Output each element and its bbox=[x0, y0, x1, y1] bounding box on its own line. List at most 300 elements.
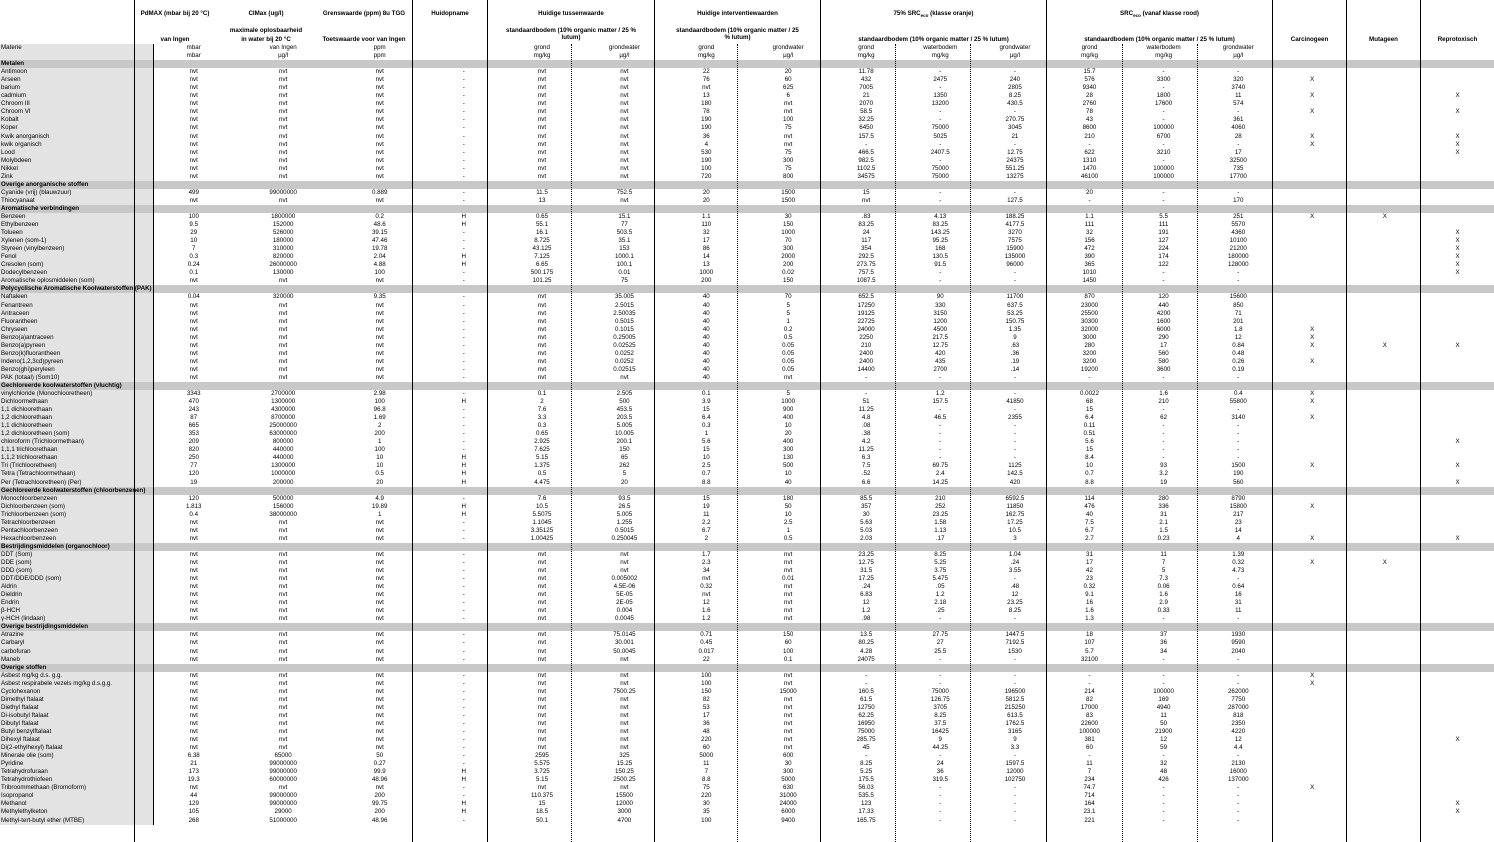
cell: 100 bbox=[783, 647, 794, 655]
cell bbox=[1349, 350, 1422, 358]
cell: 2.98 bbox=[373, 390, 386, 398]
cell: 200 bbox=[374, 430, 385, 438]
cell: 3200 bbox=[1082, 349, 1097, 357]
cell: 180000 bbox=[1227, 253, 1249, 261]
cell: nvt bbox=[279, 679, 288, 687]
cell: grond bbox=[534, 44, 550, 51]
row-label: Fenol bbox=[0, 253, 153, 261]
table-row bbox=[0, 149, 1494, 157]
cell bbox=[1421, 792, 1494, 800]
cell: 129 bbox=[188, 800, 199, 808]
table-row bbox=[0, 302, 1494, 310]
cell: 5 bbox=[786, 309, 790, 317]
cell: nvt bbox=[537, 655, 547, 663]
cell: 8600 bbox=[1082, 124, 1097, 132]
cell bbox=[1421, 664, 1494, 672]
cell: - bbox=[1237, 422, 1240, 430]
cell bbox=[665, 205, 747, 213]
cell bbox=[1421, 358, 1494, 366]
cell: 800 bbox=[783, 172, 794, 180]
cell: nvt bbox=[375, 76, 384, 84]
cell: 2500.25 bbox=[613, 776, 636, 784]
cell bbox=[1276, 511, 1349, 519]
row-label: Dihexyl ftalaat bbox=[0, 736, 153, 744]
cell: 8.25 bbox=[934, 550, 947, 558]
cell: 35.005 bbox=[614, 293, 634, 301]
cell bbox=[1276, 817, 1349, 825]
cell bbox=[153, 664, 234, 672]
cell: 8.25 bbox=[860, 760, 873, 768]
cell bbox=[1421, 631, 1494, 639]
row-label: β-HCH bbox=[0, 607, 153, 615]
cell: nvt bbox=[620, 156, 629, 164]
cell bbox=[153, 487, 234, 495]
cell: - bbox=[1237, 446, 1240, 454]
cell bbox=[1276, 205, 1349, 213]
cell: - bbox=[462, 559, 465, 566]
cell bbox=[977, 60, 1052, 68]
cell: - bbox=[1162, 752, 1165, 760]
cell: 5.005 bbox=[616, 510, 633, 518]
cell: 17.25 bbox=[1007, 518, 1023, 526]
cell: 560 bbox=[1158, 349, 1169, 357]
cell: 5.25 bbox=[860, 768, 873, 776]
cell bbox=[1276, 696, 1349, 704]
table-row bbox=[0, 326, 1494, 334]
cell: 5.475 bbox=[932, 575, 948, 583]
table-row bbox=[0, 752, 1494, 760]
cell: 70 bbox=[784, 237, 792, 245]
cell bbox=[1201, 205, 1276, 213]
cell: nvt bbox=[375, 559, 384, 566]
cell: 10 bbox=[784, 470, 792, 478]
row-label: Gechloreerde koolwaterstoffen (vluchtig) bbox=[0, 382, 153, 390]
table-row bbox=[0, 631, 1494, 639]
cell bbox=[1053, 285, 1127, 293]
cell: 290 bbox=[1158, 333, 1169, 341]
cell: 400 bbox=[783, 414, 794, 422]
cell bbox=[1349, 285, 1422, 293]
cell bbox=[1421, 696, 1494, 704]
cell: 30 bbox=[702, 800, 710, 808]
cell bbox=[1276, 44, 1349, 52]
cell: - bbox=[1013, 454, 1016, 462]
cell: 5.6 bbox=[701, 438, 711, 446]
cell: nvt bbox=[279, 727, 288, 735]
row-label: DDE (som) bbox=[0, 559, 153, 567]
cell: nvt bbox=[537, 357, 547, 365]
cell bbox=[1421, 527, 1494, 535]
cell: 75000 bbox=[857, 727, 875, 735]
cell bbox=[1349, 205, 1422, 213]
cell: H bbox=[461, 478, 466, 486]
cell: H bbox=[461, 808, 466, 816]
cell bbox=[1421, 173, 1494, 181]
cell: 35.1 bbox=[618, 237, 631, 245]
cell: 2355 bbox=[1008, 414, 1022, 422]
header-grens-title: Grenswaarde (ppm) 8u TGG bbox=[322, 10, 406, 17]
cell: 7 bbox=[192, 245, 196, 253]
table-row bbox=[0, 237, 1494, 245]
cell bbox=[1421, 181, 1494, 189]
cell bbox=[1349, 181, 1422, 189]
cell: 5.15 bbox=[535, 454, 549, 462]
cell: nvt bbox=[375, 736, 384, 744]
cell: - bbox=[462, 245, 465, 253]
cell: 99.9 bbox=[373, 768, 386, 776]
cell: 19200 bbox=[1080, 365, 1099, 373]
cell bbox=[747, 623, 829, 631]
cell: nvt bbox=[620, 108, 629, 116]
row-label: chloroform (Trichloormethaan) bbox=[0, 438, 153, 446]
cell: X bbox=[1455, 438, 1460, 446]
cell: 96.8 bbox=[373, 406, 386, 414]
cell: 2.5015 bbox=[614, 301, 634, 309]
cell: 13 bbox=[702, 92, 710, 100]
cell: 169 bbox=[1158, 695, 1169, 703]
cell: 8700000 bbox=[271, 414, 296, 422]
row-label: Benzo(k)fluorantheen bbox=[0, 350, 153, 358]
cell: nvt bbox=[189, 124, 198, 132]
cell: 12 bbox=[1234, 333, 1242, 341]
cell: - bbox=[1237, 816, 1240, 824]
row-label: Pyridine bbox=[0, 760, 153, 768]
cell: 28 bbox=[1234, 132, 1242, 140]
row-label: Atrazine bbox=[0, 631, 153, 639]
row-label: Chryseen bbox=[0, 326, 153, 334]
cell: 9340 bbox=[1082, 84, 1097, 92]
cell: 180000 bbox=[272, 237, 294, 245]
cell: - bbox=[939, 373, 942, 381]
cell: 2.925 bbox=[534, 438, 550, 446]
cell bbox=[1349, 672, 1422, 680]
cell: 9.5 bbox=[189, 221, 199, 229]
cell: 0.71 bbox=[700, 631, 713, 639]
cell: 23000 bbox=[1080, 301, 1099, 309]
row-label: Overige bestrijdingsmiddelen bbox=[0, 623, 153, 631]
cell: nvt bbox=[537, 679, 547, 687]
cell bbox=[1349, 197, 1422, 205]
cell: 86 bbox=[702, 245, 710, 253]
cell: 435 bbox=[935, 357, 946, 365]
cell bbox=[1421, 623, 1494, 631]
cell: 7750 bbox=[1231, 695, 1246, 703]
cell: 17250 bbox=[857, 301, 875, 309]
row-label: Tri (Trichlooretheen) bbox=[0, 462, 153, 470]
cell: 14 bbox=[1234, 526, 1242, 534]
cell bbox=[1421, 334, 1494, 342]
cell bbox=[747, 60, 829, 68]
cell: mbar bbox=[186, 52, 201, 60]
table-row bbox=[0, 213, 1494, 221]
cell: nvt bbox=[537, 647, 547, 655]
cell: nvt bbox=[189, 559, 198, 566]
cell: X bbox=[1455, 261, 1460, 269]
cell bbox=[1349, 293, 1422, 301]
row-label bbox=[0, 52, 153, 60]
cell: nvt bbox=[375, 679, 384, 687]
cell: 319.5 bbox=[932, 776, 948, 784]
cell: H bbox=[461, 462, 466, 470]
row-label: Antraceen bbox=[0, 310, 153, 318]
cell: 476 bbox=[1084, 502, 1095, 510]
cell bbox=[1276, 269, 1349, 277]
cell bbox=[234, 382, 333, 390]
cell: 16 bbox=[1086, 599, 1093, 607]
row-label: Monochloorbenzeen bbox=[0, 495, 153, 503]
row-label: carbofuran bbox=[0, 648, 153, 656]
cell: nvt bbox=[784, 583, 793, 591]
cell: 1350 bbox=[933, 92, 948, 100]
cell: 224 bbox=[1158, 245, 1169, 253]
cell: - bbox=[1013, 373, 1016, 381]
cell: 2475 bbox=[933, 76, 948, 84]
cell bbox=[1421, 680, 1494, 688]
cell: 19 bbox=[190, 478, 198, 486]
cell: - bbox=[462, 446, 465, 454]
cell bbox=[1349, 704, 1422, 712]
cell: - bbox=[462, 301, 465, 309]
cell: nvt bbox=[537, 784, 547, 792]
cell: mg/kg bbox=[857, 52, 875, 60]
cell: nvt bbox=[189, 76, 198, 84]
cell: nvt bbox=[279, 68, 288, 76]
cell bbox=[1349, 599, 1422, 607]
cell bbox=[1276, 583, 1349, 591]
cell: nvt bbox=[537, 550, 547, 558]
row-label: Benzo(a)antraceen bbox=[0, 334, 153, 342]
cell: 40 bbox=[702, 309, 710, 317]
row-label: Ethylbenzeen bbox=[0, 221, 153, 229]
cell: 12.75 bbox=[858, 559, 874, 566]
cell: 720 bbox=[701, 172, 712, 180]
cell: nvt bbox=[189, 711, 198, 719]
cell: X bbox=[1310, 398, 1315, 406]
cell: nvt bbox=[279, 172, 288, 180]
cell: nvt bbox=[375, 92, 384, 100]
cell: 5000 bbox=[699, 752, 714, 760]
cell: nvt bbox=[784, 671, 793, 679]
cell: 300 bbox=[783, 446, 794, 454]
cell: nvt bbox=[279, 599, 288, 607]
cell bbox=[1421, 213, 1494, 221]
cell: 8.8 bbox=[701, 776, 711, 784]
cell: 0.01 bbox=[782, 575, 795, 583]
cell bbox=[1349, 92, 1422, 100]
row-label: PAK (totaal) (Som10) bbox=[0, 374, 153, 382]
cell: 1.7 bbox=[701, 550, 711, 558]
divider bbox=[1346, 0, 1347, 842]
cell: 6.3 bbox=[861, 454, 871, 462]
dotted-divider bbox=[571, 44, 572, 842]
cell: 12 bbox=[1234, 736, 1242, 744]
cell: nvt bbox=[279, 647, 288, 655]
cell bbox=[1349, 133, 1422, 141]
cell bbox=[427, 181, 501, 189]
cell: nvt bbox=[620, 164, 629, 172]
cell: nvt bbox=[279, 550, 288, 558]
cell: nvt bbox=[620, 719, 629, 727]
cell: 65 bbox=[620, 454, 628, 462]
cell: 353 bbox=[188, 430, 199, 438]
cell: - bbox=[939, 68, 942, 76]
cell: 3600 bbox=[1156, 365, 1171, 373]
cell: 24 bbox=[862, 229, 870, 237]
cell: - bbox=[1162, 68, 1165, 76]
cell: 234 bbox=[1084, 776, 1095, 784]
cell: 31000 bbox=[779, 792, 797, 800]
cell bbox=[1349, 269, 1422, 277]
cell: 221 bbox=[1084, 816, 1095, 824]
cell: 40 bbox=[702, 349, 710, 357]
cell bbox=[1421, 591, 1494, 599]
cell: µg/l bbox=[1233, 52, 1244, 60]
cell: 0.0252 bbox=[614, 357, 634, 365]
cell: 6.4 bbox=[701, 414, 711, 422]
table-row bbox=[0, 438, 1494, 446]
cell: nvt bbox=[279, 373, 288, 381]
cell bbox=[1349, 277, 1422, 285]
cell bbox=[1421, 406, 1494, 414]
cell bbox=[1349, 310, 1422, 318]
cell: - bbox=[1237, 108, 1240, 116]
row-label: Overige stoffen bbox=[0, 664, 153, 672]
cell: - bbox=[1162, 784, 1165, 792]
row-label: Tolueen bbox=[0, 229, 153, 237]
cell: nvt bbox=[375, 100, 384, 108]
cell: 48.96 bbox=[371, 816, 388, 824]
cell bbox=[1349, 623, 1422, 631]
cell: nvt bbox=[537, 325, 547, 333]
cell: 162.75 bbox=[1005, 510, 1025, 518]
cell: 325 bbox=[619, 752, 630, 760]
cell bbox=[1276, 487, 1349, 495]
row-label: Dimethyl ftalaat bbox=[0, 696, 153, 704]
row-label: Lood bbox=[0, 149, 153, 157]
cell: nvt bbox=[620, 124, 629, 132]
cell: 105 bbox=[188, 808, 199, 816]
cell bbox=[1276, 237, 1349, 245]
cell: - bbox=[1162, 269, 1165, 277]
cell: 210 bbox=[935, 494, 946, 502]
cell: nvt bbox=[189, 679, 198, 687]
cell: X bbox=[1455, 229, 1460, 237]
cell: 22600 bbox=[1080, 719, 1099, 727]
cell bbox=[427, 205, 501, 213]
cell bbox=[829, 487, 903, 495]
cell: 8.25 bbox=[934, 711, 947, 719]
cell: nvt bbox=[189, 108, 198, 116]
cell: nvt bbox=[375, 84, 384, 92]
cell: 30.001 bbox=[614, 639, 634, 647]
cell: 5.03 bbox=[860, 526, 873, 534]
row-label: Di(2-ethylhexyl) ftalaat bbox=[0, 744, 153, 752]
cell: 210 bbox=[1158, 398, 1169, 406]
cell bbox=[1276, 116, 1349, 124]
cell: 1.13 bbox=[934, 526, 947, 534]
cell: nvt bbox=[537, 373, 547, 381]
cell bbox=[1349, 487, 1422, 495]
cell bbox=[1349, 696, 1422, 704]
divider bbox=[1420, 0, 1421, 842]
table-row bbox=[0, 519, 1494, 527]
cell: 40 bbox=[702, 373, 710, 381]
cell bbox=[1349, 728, 1422, 736]
cell bbox=[1276, 124, 1349, 132]
cell: 31 bbox=[1160, 510, 1168, 518]
row-label: Asbest respirabele vezels mg/kg d.s.g.g. bbox=[0, 680, 153, 688]
table-row bbox=[0, 792, 1494, 800]
cell: 200 bbox=[374, 808, 385, 816]
cell: nvt bbox=[784, 736, 793, 744]
cell: nvt bbox=[537, 309, 547, 317]
cell: nvt bbox=[375, 719, 384, 727]
cell: 11 bbox=[703, 760, 710, 768]
cell: 22 bbox=[702, 655, 710, 663]
cell: 85.5 bbox=[860, 494, 873, 502]
cell: - bbox=[1013, 655, 1016, 663]
row-label: Tetra (Tetrachloormethaan) bbox=[0, 470, 153, 478]
cell: 42 bbox=[1086, 567, 1093, 575]
cell: nvt bbox=[189, 140, 198, 148]
cell: mg/kg bbox=[1081, 52, 1098, 60]
cell bbox=[1421, 326, 1494, 334]
cell: nvt bbox=[279, 559, 288, 566]
cell: - bbox=[1237, 373, 1240, 381]
cell: 27 bbox=[936, 639, 944, 647]
cell: - bbox=[462, 784, 465, 792]
cell: 4300000 bbox=[271, 406, 296, 414]
cell: - bbox=[1162, 84, 1165, 92]
cell: 5.005 bbox=[616, 422, 633, 430]
cell: 44 bbox=[190, 792, 198, 800]
cell: nvt bbox=[375, 357, 384, 365]
cell: X bbox=[1455, 269, 1460, 277]
table-row bbox=[0, 503, 1494, 511]
cell: - bbox=[462, 390, 465, 398]
cell: 320000 bbox=[272, 293, 294, 301]
cell bbox=[1349, 648, 1422, 656]
cell bbox=[1201, 285, 1276, 293]
cell: nvt bbox=[620, 567, 629, 575]
table-row bbox=[0, 422, 1494, 430]
cell: 17.33 bbox=[858, 808, 874, 816]
cell: .63 bbox=[1010, 341, 1020, 349]
cell: - bbox=[1162, 446, 1165, 454]
cell: 2.7 bbox=[1085, 534, 1094, 542]
row-label: Minerale olie (som) bbox=[0, 752, 153, 760]
cell: nvt bbox=[375, 148, 384, 156]
cell: 17 bbox=[1086, 559, 1093, 566]
cell bbox=[1421, 430, 1494, 438]
row-label: Asbest mg/kg d.s. g.g. bbox=[0, 672, 153, 680]
header-carc-label: Carcinogeen bbox=[1290, 36, 1329, 43]
cell: 11.25 bbox=[858, 406, 874, 414]
cell: 190 bbox=[701, 156, 712, 164]
cell: 0.2 bbox=[783, 325, 793, 333]
row-label: Xylenen (som-1) bbox=[0, 237, 153, 245]
header-repro-label: Reprotoxisch bbox=[1437, 36, 1478, 43]
cell: nvt bbox=[537, 671, 547, 679]
cell: X bbox=[1455, 92, 1460, 100]
cell: 91.5 bbox=[934, 261, 947, 269]
cell: 120 bbox=[1158, 293, 1169, 301]
cell bbox=[1276, 245, 1349, 253]
cell: 168 bbox=[935, 245, 946, 253]
cell: 1010 bbox=[1082, 269, 1097, 277]
row-label: Antimoon bbox=[0, 68, 153, 76]
cell: 40 bbox=[702, 293, 710, 301]
